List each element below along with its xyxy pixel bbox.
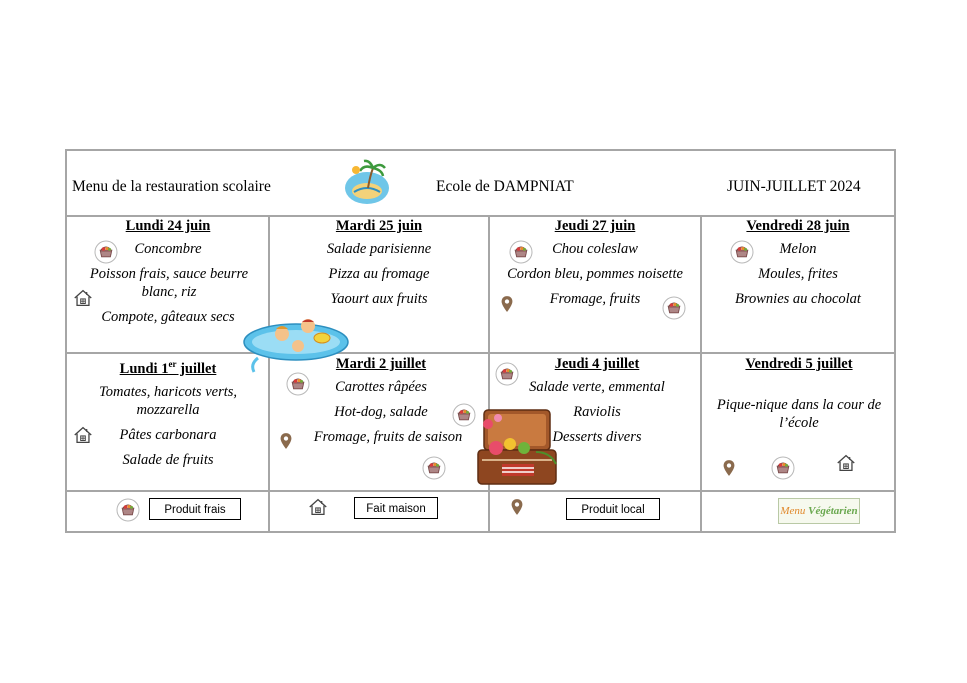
legend-homemade: Fait maison [354,497,438,519]
menu-item: Hot-dog, salade [334,404,428,420]
veg-badge-prefix: Menu [780,505,809,517]
menu-item: Poisson frais, sauce beurre blanc, riz [89,266,249,300]
menu-item: Chou coleslaw [552,241,638,257]
house-icon [72,287,94,309]
basket-icon [771,456,795,480]
day-cell-vendredi-28-juin [702,217,894,315]
basket-icon [286,372,310,396]
location-pin-icon [276,431,296,451]
menu-item: Salade verte, emmental [529,379,665,395]
day-title: Mardi 2 juillet [335,356,427,372]
legend-local-product: Produit local [566,498,660,520]
day-title-main: Lundi 1 [119,360,169,377]
veg-badge-word: Végétarien [808,505,858,517]
house-icon [72,424,94,446]
basket-icon [662,296,686,320]
basket-icon [94,240,118,264]
menu-item: Yaourt aux fruits [330,291,428,307]
house-icon [835,452,857,474]
picnic-suitcase-icon [472,404,564,490]
day-cell-vendredi-5-juillet [704,355,894,439]
menu-item: Brownies au chocolat [735,291,861,307]
menu-item: Fromage, fruits [549,291,641,307]
day-title-rest: juillet [176,360,217,377]
day-cell-lundi-1-juillet [72,355,264,476]
day-title: Jeudi 4 juillet [554,356,640,372]
day-title: Vendredi 5 juillet [745,356,853,372]
swimming-pool-icon [240,312,350,374]
day-title: Mardi 25 juin [335,218,423,234]
basket-icon [116,498,140,522]
basket-icon [495,362,519,386]
menu-item: Pâtes carbonara [119,426,217,443]
day-title: Lundi 24 juin [125,218,211,234]
basket-icon [422,456,446,480]
menu-item: Pizza au fromage [328,266,430,282]
legend-fresh-product: Produit frais [149,498,241,520]
day-title: Jeudi 27 juin [554,218,636,234]
day-cell-mardi-25-juin [270,217,488,315]
location-pin-icon [507,497,527,517]
location-pin-icon [497,294,517,314]
menu-item: Salade de fruits [122,451,214,468]
table-divider [67,490,894,492]
day-title: Vendredi 28 juin [746,218,850,234]
menu-item: Fromage, fruits de saison [313,429,463,445]
day-title-superscript: er [168,359,177,369]
vegetarian-menu-badge [778,498,860,524]
menu-item: Desserts divers [552,429,642,445]
table-divider [67,352,894,354]
day-title [72,355,264,378]
basket-icon [730,240,754,264]
menu-item: Melon [779,241,817,257]
menu-item: Cordon bleu, pommes noisette [507,266,683,282]
menu-item: Raviolis [573,404,621,420]
menu-item: Compote, gâteaux secs [101,309,235,325]
day-cell-lundi-24-juin [72,217,264,333]
menu-item: Carottes râpées [335,379,427,395]
beach-island-icon [340,158,394,208]
menu-item: Salade parisienne [326,241,432,257]
menu-item: Moules, frites [758,266,838,282]
location-pin-icon [719,458,739,478]
menu-item: Pique-nique dans la cour de l’école [716,397,882,431]
school-name: Ecole de DAMPNIAT [436,178,574,195]
basket-icon [509,240,533,264]
menu-item: Tomates, haricots verts, mozzarella [98,383,238,418]
menu-item: Concombre [134,241,202,257]
house-icon [307,496,329,518]
page-title: Menu de la restauration scolaire [72,178,271,195]
menu-period: JUIN-JUILLET 2024 [727,178,861,195]
